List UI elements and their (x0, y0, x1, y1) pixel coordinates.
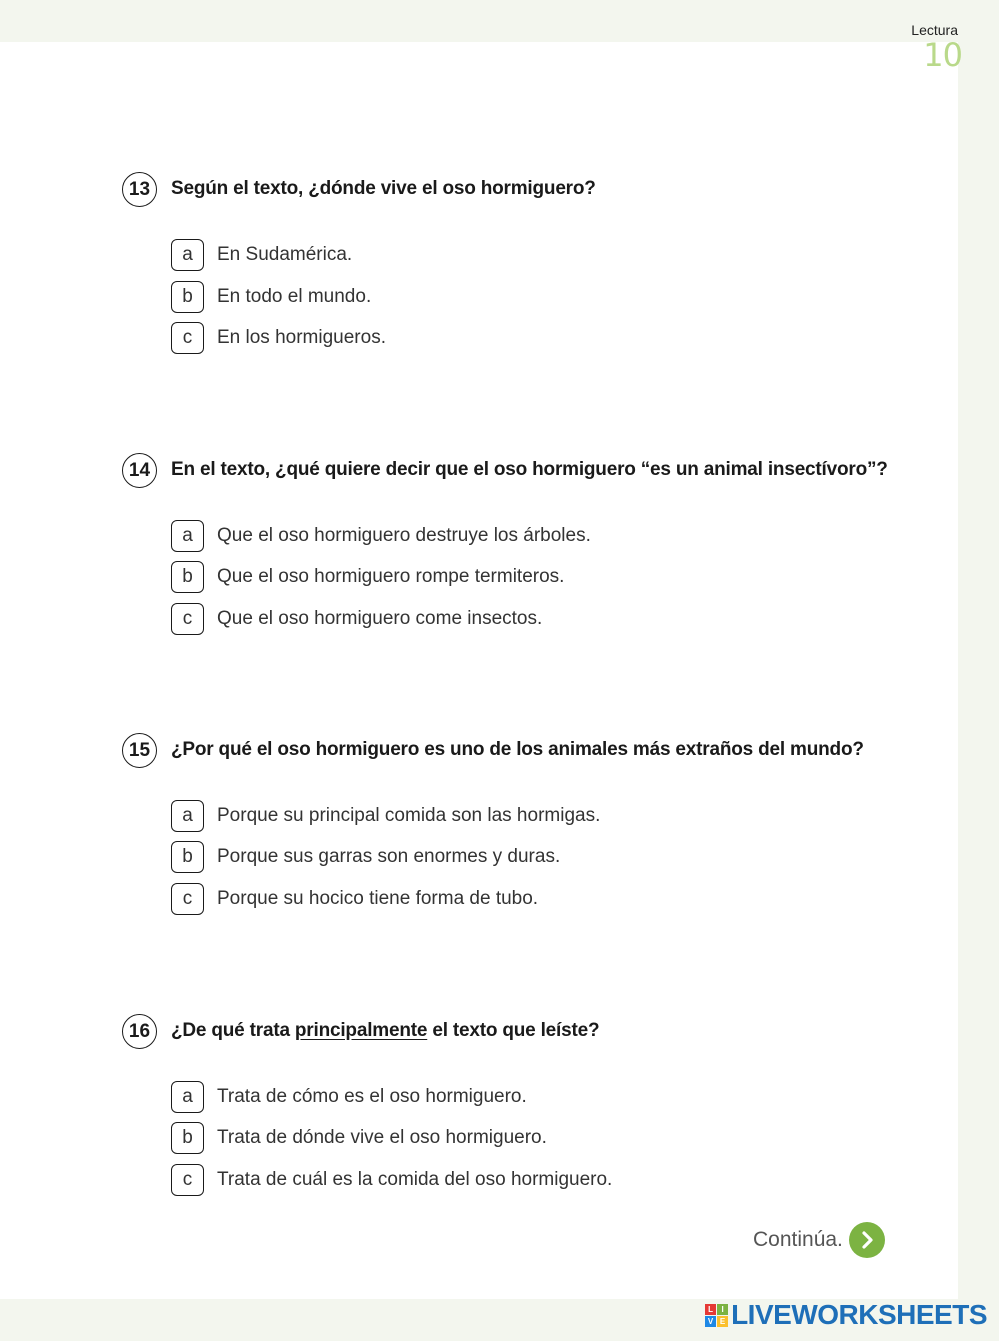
chevron-right-icon (849, 1222, 885, 1258)
question-text: En el texto, ¿qué quiere decir que el oso hormiguero “es un animal insectívoro”? (171, 459, 888, 480)
question-number: 16 (122, 1014, 157, 1049)
option-text: Porque su principal comida son las hormigas. (217, 805, 601, 826)
option-text: Que el oso hormiguero rompe termiteros. (217, 566, 565, 587)
option-letter-box[interactable]: c (171, 1164, 204, 1196)
logo-letter: V (705, 1316, 716, 1327)
option-letter-box[interactable]: b (171, 281, 204, 313)
logo-grid-icon (705, 1304, 728, 1327)
option-text: Que el oso hormiguero destruye los árboles. (217, 525, 591, 546)
option-letter-box[interactable]: a (171, 800, 204, 832)
option-text: En Sudamérica. (217, 244, 353, 265)
option-text: Porque sus garras son enormes y duras. (217, 846, 561, 867)
option-letter-box[interactable]: a (171, 520, 204, 552)
option-text: En los hormigueros. (217, 327, 386, 348)
underlined-keyword: principalmente (294, 1020, 428, 1041)
option-letter-box[interactable]: c (171, 322, 204, 354)
top-band (0, 0, 999, 42)
question-text-end: el texto que leíste? (427, 1020, 600, 1041)
section-number: 10 (923, 36, 962, 74)
question-number: 14 (122, 453, 157, 488)
question-number: 15 (122, 733, 157, 768)
logo-letter: I (717, 1304, 728, 1315)
option-letter-box[interactable]: c (171, 603, 204, 635)
option-text: Trata de cuál es la comida del oso hormiguero. (217, 1169, 613, 1190)
question-text-start: ¿De qué trata (171, 1020, 295, 1041)
option-letter-box[interactable]: b (171, 1122, 204, 1154)
option-letter-box[interactable]: a (171, 1081, 204, 1113)
question-text: ¿Por qué el oso hormiguero es uno de los animales más extraños del mundo? (171, 739, 864, 760)
option-text: Trata de cómo es el oso hormiguero. (217, 1086, 527, 1107)
option-letter-box[interactable]: b (171, 561, 204, 593)
liveworksheets-logo (705, 1299, 987, 1331)
option-letter-box[interactable]: c (171, 883, 204, 915)
logo-letter: E (717, 1316, 728, 1327)
question-text (171, 1020, 599, 1042)
logo-letter: L (705, 1304, 716, 1315)
option-text: Porque su hocico tiene forma de tubo. (217, 888, 539, 909)
option-letter-box[interactable]: b (171, 841, 204, 873)
right-margin-band (958, 0, 999, 1341)
question-text: Según el texto, ¿dónde vive el oso hormiguero? (171, 178, 596, 199)
option-text: Que el oso hormiguero come insectos. (217, 608, 543, 629)
section-label: Lectura (911, 22, 958, 38)
continue-label: Continúa. (753, 1228, 843, 1251)
continue-button[interactable] (753, 1222, 885, 1258)
option-letter-box[interactable]: a (171, 239, 204, 271)
option-text: En todo el mundo. (217, 286, 372, 307)
option-text: Trata de dónde vive el oso hormiguero. (217, 1127, 547, 1148)
question-number: 13 (122, 172, 157, 207)
brand-name: LIVEWORKSHEETS (731, 1299, 987, 1330)
